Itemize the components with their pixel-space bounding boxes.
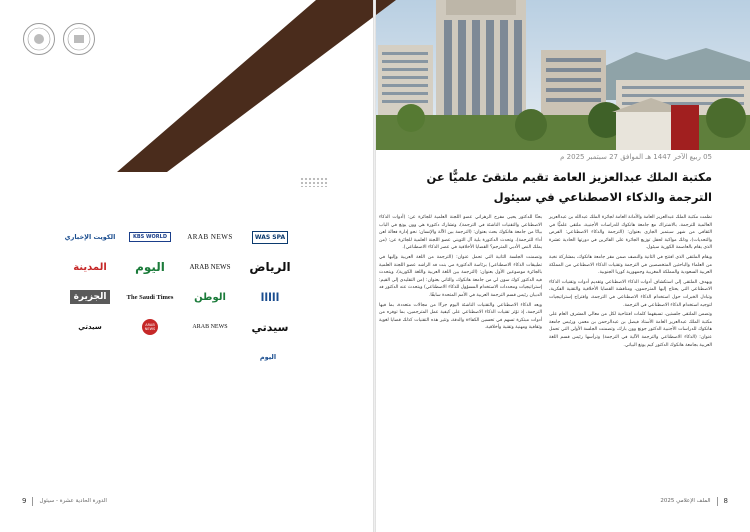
aljazirah-logo: الجزيرة <box>70 290 111 304</box>
article-title: مكتبة الملك عبدالعزيز العامة تقيم ملتقىً علميًّا عن الترجمة والذكاء الاصطناعي في سيئول <box>426 170 712 204</box>
arab-news-logo: ARAB NEWS <box>189 263 231 271</box>
logo-row <box>60 222 300 252</box>
sayidaty-logo: سيدتي <box>251 320 289 334</box>
alyaum-logo: اليوم <box>135 260 165 274</box>
saudi-times-logo: The Saudi Times <box>126 293 174 301</box>
article-date: 05 ربيع الآخر 1447 هـ الموافق 27 سبتمبر 2025 م <box>560 153 712 161</box>
decorative-dots <box>300 177 328 187</box>
footer-left <box>22 495 107 507</box>
library-seal-icon <box>62 22 96 56</box>
alwatan-logo: الوطن <box>194 291 226 303</box>
alriyadh-logo: الرياض <box>249 260 291 274</box>
logo-row <box>60 252 300 282</box>
page-number: 8 <box>723 497 728 505</box>
arab-news-logo: ARAB NEWS <box>192 323 228 330</box>
arab-news-circle-logo: ARAB NEWS <box>142 319 158 335</box>
paragraph: ويهدف الملتقى إلى استكشاف أدوات الذكاء الاصطناعي وتقديم أدوات وتقنيات الذكاء الاصطناعي التي يحتاج إليها المترجمون، ومناقشة القضايا الأخلاقية والتقنية الفكرية، وتبادل الخبرات حول استخدام الذكاء الاصطناعي في الترجمة، واقتراح إستراتيجيات لتوجيه استخدام الذكاء الاصطناعي في الترجمة. <box>549 279 712 308</box>
logo-row <box>60 342 300 372</box>
paragraph: وتضمن الملتقى جلستين، تسبقهما كلمات افتتاحية لكل من معالي المشرف العام على مكتبة الملك عبدالعزيز العامة الأستاذ فيصل بن عبدالرحمن بن معمر، ورئيس جامعة هانكوك للدراسات الأجنبية الدكتور جونغ وون بارك، وتضمنت الجلسة الأولى التي تحمل عنوان: (الذكاء الاصطناعي والترجمة الآلية في الترجمة) وترأسها رئيس قسم اللغة العربية بجامعة هانكوك الدكتور كيم يونغ البياتي. <box>549 312 712 348</box>
bars-logo: ااااا <box>260 290 280 304</box>
footer-divider <box>32 497 33 506</box>
page-number: 9 <box>22 497 27 505</box>
alyaum-logo: اليوم <box>259 353 277 361</box>
center-spine <box>373 0 376 532</box>
kuwait-news-logo: الكويت الإخباري <box>64 233 116 241</box>
logo-row <box>60 312 300 342</box>
spa-logo: WAS SPA <box>252 231 288 244</box>
kbs-world-logo: KBS WORLD <box>129 232 171 242</box>
paragraph: بحثًا للدكتور يحيى مفرح الزهراني عضو اللجنة العلمية للجائزة عن: (أدوات الذكاء الاصطناعي والتقنيات الناشئة في الترجمة)، وتشارك دكتورة هي وون يونغ في الباب بيانًا من جامعة هانكوك بحث بعنوان: (الترجمة بين الآلة والإنسان: نحو إدارة فعالة لعن أداء للترجمة)، وتحدث الدكتورة بلية آل الثويني عضو اللجنة العلمية للجائزة عن: (من يملك النص الأدبي المترجم؟ القضايا الأخلاقية في عصر الذكاء الاصطناعي). <box>379 215 542 251</box>
article-column-left <box>379 214 542 334</box>
almadina-logo: المدينة <box>73 261 107 273</box>
sayidaty-logo: سيدتي <box>78 323 102 331</box>
paragraph: وتضمنت الجلسة الثانية التي تحمل عنوان: (الترجمة من اللغة العربية وإليها في تطبيقات الذكاء الاصطناعي) برئاسة الدكتورة مي بنت فد الراشد عضو اللجنة العلمية بالجائزة موضوعين الأول بعنوان: (الترجمة بين اللغة العربية واللغة الكورية)، ويتحدث فيه الدكتور كوك سون لي من جامعة هانكوك، والثاني بعنوان: (من التقليدي إلى القيم: إستراتيجيات ومحددات الاستخدام المسؤول للذكاء الاصطناعي) ويتحدث عنه الدكتور فد الدبيان رئيس قسم الترجمة العربية في الأمم المتحدة سابقًا. <box>379 254 542 298</box>
media-logos-grid <box>60 222 300 372</box>
arab-news-logo: ARAB NEWS <box>187 233 233 241</box>
article-column-right <box>549 214 712 351</box>
logo-row <box>60 282 300 312</box>
paragraph: نظمت مكتبة الملك عبدالعزيز العامة والأمانة العامة لجائزة الملك عبدالله بن عبدالعزيز العالمية للترجمة، بالاشتراك مع جامعة هانكوك للدراسات الأجنبية، ملتقى علميًّا في الثقافي من شهر سبتمبر الجاري بعنوان: (الترجمة والذكاء الاصطناعي: الفرص والتحديات)، وذلك مواكبة لحفل توزيع الجائزة على الفائزين في دورتها الحادية عشرة الذي يقام بالعاصمة الكورية سيئول. <box>549 215 712 251</box>
paragraph: ويقام الملتقى الذي افتتح في الثانية والنصف ضمن مقر جامعة هانكوك، بمشاركة نخبة من العلماء والباحثين المتخصصين في الترجمة وتقنيات الذكاء الاصطناعي من المملكة العربية السعودية والمملكة المغربية وجمهورية كوريا الجنوبية. <box>549 254 712 276</box>
footer-caption: الملف الإعلامي 2025 <box>660 498 711 504</box>
organization-seal-icon <box>22 22 56 56</box>
seals-group <box>22 22 96 56</box>
paragraph: ويعد الذكاء الاصطناعي والتقنيات الناشئة اليوم جزءًا من مجالات متعددة، بما فيها الترجمة، إذ تؤثر تقنيات الذكاء الاصطناعي على كيفية عمل المترجمين، بما توفره من أدوات مبتكرة تسهم في تحسين الكفاءة والدقة، وتثير هذه التقنيات كذلك قضايا لغوية وثقافية ومهنية وتقنية وأخلاقية. <box>379 302 542 331</box>
footer-right <box>660 495 728 507</box>
footer-caption: الدورة الحادية عشرة - سيئول <box>39 498 107 504</box>
footer-divider <box>717 497 718 506</box>
